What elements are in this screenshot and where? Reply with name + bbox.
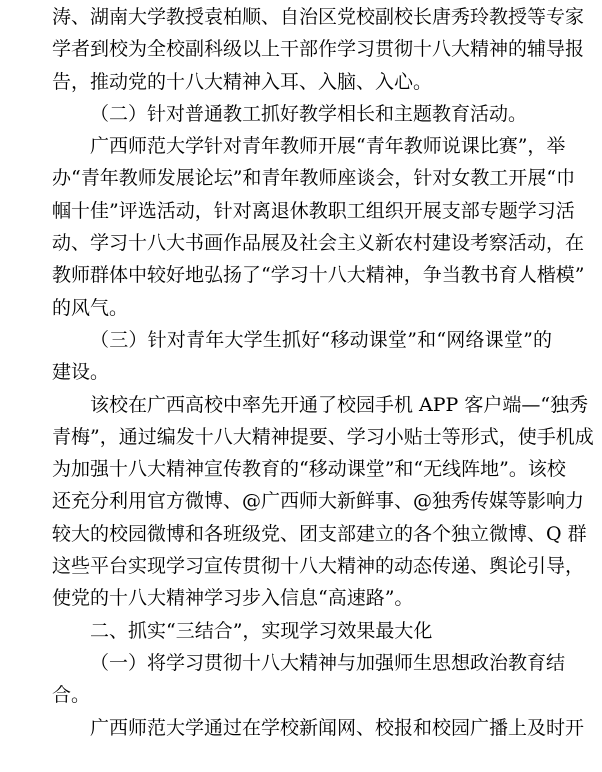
text-line: 涛、湖南大学教授袁柏顺、自治区党校副校长唐秀玲教授等专家 [52,6,585,28]
text-line: 广西师范大学针对青年教师开展“青年教师说课比赛”，举 [90,135,566,158]
text-line: 还充分利用官方微博、@广西师大新鲜事、@独秀传媒等影响力 [52,490,585,513]
text-line: 帼十佳”评选活动，针对离退休教职工组织开展支部专题学习活 [52,199,575,222]
text-line: 教师群体中较好地弘扬了“学习十八大精神，争当教书育人楷模” [52,264,585,287]
text-line: 该校在广西高校中率先开通了校园手机 APP 客户端—“独秀 [90,393,589,416]
section-heading: （二）针对普通教工抓好教学相长和主题教育活动。 [90,102,528,125]
document-body [52,1,594,744]
text-line: 这些平台实现学习宣传贯彻十八大精神的动态传递、舆论引导， [52,555,585,578]
text-line: 合。 [52,684,91,707]
text-line: 较大的校园微博和各班级党、团支部建立的各个独立微博、Q 群 [52,522,587,545]
text-line: 为加强十八大精神宣传教育的“移动课堂”和“无线阵地”。该校 [52,458,566,481]
text-line: 青梅”，通过编发十八大精神提要、学习小贴士等形式，使手机成 [52,425,594,448]
text-line: 动、学习十八大书画作品展及社会主义新农村建设考察活动，在 [52,232,585,255]
text-line: 告，推动党的十八大精神入耳、入脑、入心。 [52,70,433,93]
text-line: 办“青年教师发展论坛”和青年教师座谈会，针对女教工开展“巾 [52,167,576,190]
section-heading: （一）将学习贯彻十八大精神与加强师生思想政治教育结 [90,651,566,674]
text-line: 使党的十八大精神学习步入信息“高速路”。 [52,587,414,610]
section-heading: （三）针对青年大学生抓好“移动课堂”和“网络课堂”的 [90,328,552,351]
text-line: 建设。 [52,361,110,384]
text-line: 的风气。 [52,296,129,319]
text-line: 广西师范大学通过在学校新闻网、校报和校园广播上及时开 [90,716,585,739]
text-line: 学者到校为全校副科级以上干部作学习贯彻十八大精神的辅导报 [52,38,585,61]
section-heading: 二、抓实“三结合”，实现学习效果最大化 [90,619,433,642]
